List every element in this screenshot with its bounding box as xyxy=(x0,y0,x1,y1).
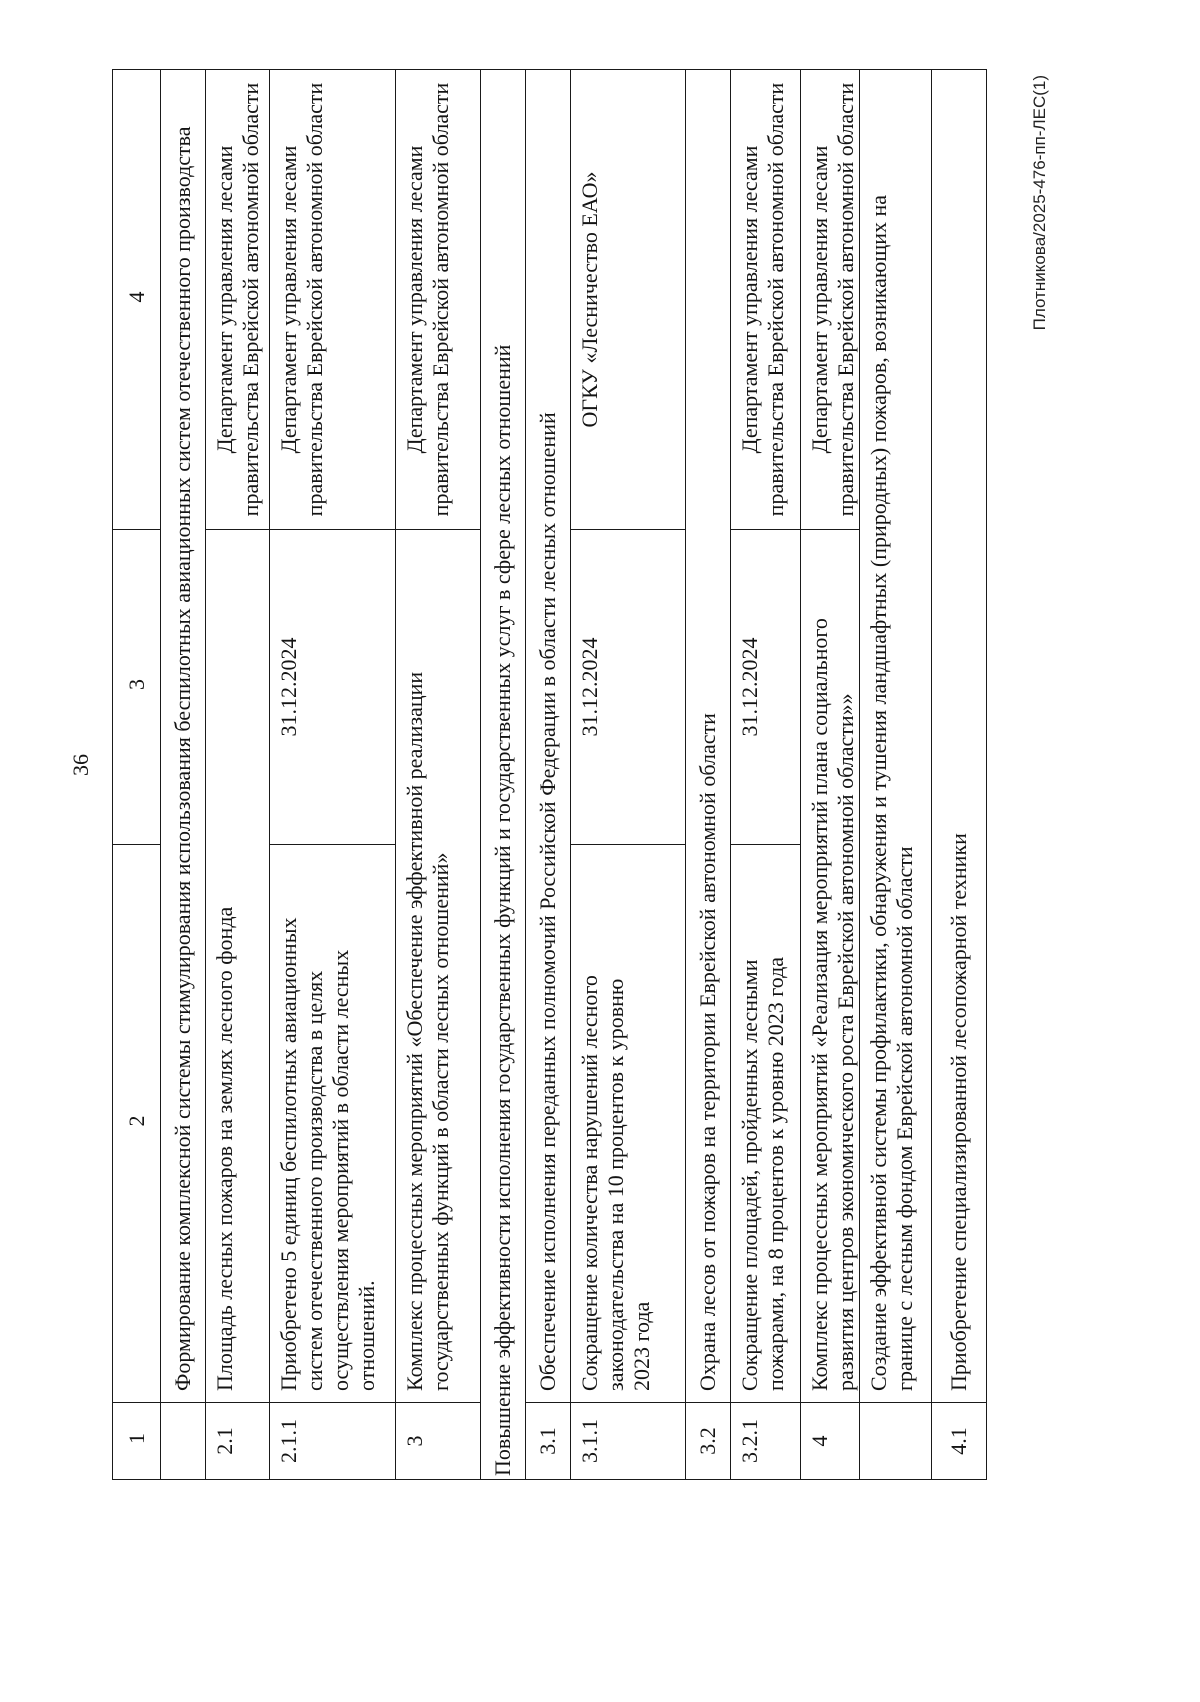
cell-text-line: развития центров экономического роста Еврейской автономной области»» xyxy=(833,693,858,1391)
cell-text-line: Департамент управления лесами xyxy=(276,145,301,454)
cell-responsible xyxy=(571,70,686,530)
cell-number: 3.2 xyxy=(686,1403,731,1480)
cell-number: 2.1 xyxy=(206,1403,270,1480)
header-cell-deadline: 3 xyxy=(113,530,161,845)
cell-text-line: границе с лесным фондом Еврейской автономной области xyxy=(892,846,917,1391)
cell-text-line: Повышение эффективности исполнения государственных функций и государственных услуг в сфере лесных отношений xyxy=(490,344,515,1476)
cell-number: 4.1 xyxy=(932,1403,987,1480)
cell-responsible xyxy=(206,70,270,530)
cell-text-line: правительства Еврейской автономной области xyxy=(238,82,263,517)
cell-text-line: Департамент управления лесами xyxy=(807,145,832,454)
cell-text-line: Департамент управления лесами xyxy=(737,145,762,454)
cell-name xyxy=(686,70,731,1403)
cell-text-line: правительства Еврейской автономной области xyxy=(302,82,327,517)
cell-text-line: 2023 года xyxy=(629,1301,654,1391)
document-code: Плотникова/2025-476-пп-ЛЕС(1) xyxy=(1030,75,1049,331)
cell-text-line: Департамент управления лесами xyxy=(402,145,427,454)
header-cell-responsible: 4 xyxy=(113,70,161,530)
cell-responsible xyxy=(801,70,860,530)
cell-text-line: Создание эффективной системы профилактики, обнаружения и тушения ландшафтных (природных) пожаров, возникающих на xyxy=(866,194,891,1391)
cell-name xyxy=(481,70,526,1480)
cell-text-line: Комплекс процессных мероприятий «Обеспечение эффективной реализации xyxy=(402,671,427,1391)
table-row xyxy=(686,70,731,1480)
cell-text-line: Комплекс процессных мероприятий «Реализация мероприятий плана социального xyxy=(807,618,832,1391)
cell-text-line: Сокращение площадей, пройденных лесными xyxy=(737,959,762,1391)
section-row xyxy=(161,70,206,1480)
header-cell-name: 2 xyxy=(113,845,161,1403)
cell-text-line: пожарами, на 8 процентов к уровню 2023 года xyxy=(763,956,788,1391)
cell-deadline: 31.12.2024 xyxy=(270,530,396,845)
header-cell-number: 1 xyxy=(113,1403,161,1480)
activities-table xyxy=(112,69,987,1480)
cell-name xyxy=(731,845,801,1403)
cell-text-line: Приобретено 5 единиц беспилотных авиационных xyxy=(276,917,301,1391)
cell-text-line: Формирование комплексной системы стимулирования использования беспилотных авиационных систем отечественного производства xyxy=(170,126,195,1391)
section-row xyxy=(481,70,526,1480)
table-header-row xyxy=(113,70,161,1480)
page-number: 36 xyxy=(68,754,93,776)
cell-text-line: систем отечественного производства в целях xyxy=(302,970,327,1391)
cell-deadline: 31.12.2024 xyxy=(731,530,801,845)
table-row xyxy=(526,70,571,1480)
cell-responsible xyxy=(270,70,396,530)
cell-name xyxy=(270,845,396,1403)
cell-text-line: отношений. xyxy=(354,1280,379,1391)
cell-responsible xyxy=(396,70,481,530)
table-row xyxy=(731,70,801,1480)
table-row xyxy=(801,70,860,1480)
cell-text-line: ОГКУ «Лесничество ЕАО» xyxy=(577,171,602,428)
cell-name xyxy=(161,70,206,1403)
cell-name xyxy=(396,530,481,1403)
cell-name xyxy=(571,845,686,1403)
cell-name xyxy=(526,70,571,1403)
table-row xyxy=(932,70,987,1480)
section-row xyxy=(860,70,932,1480)
cell-name xyxy=(206,530,270,1403)
cell-text-line: Департамент управления лесами xyxy=(212,145,237,454)
cell-deadline: 31.12.2024 xyxy=(571,530,686,845)
table-row xyxy=(270,70,396,1480)
cell-number: 3 xyxy=(396,1403,481,1480)
cell-number: 3.2.1 xyxy=(731,1403,801,1480)
cell-text-line: правительства Еврейской автономной области xyxy=(763,82,788,517)
cell-name xyxy=(860,70,932,1403)
cell-number: 3.1.1 xyxy=(571,1403,686,1480)
cell-name xyxy=(801,530,860,1403)
cell-text-line: осуществления мероприятий в области лесных xyxy=(328,949,353,1391)
cell-responsible xyxy=(731,70,801,530)
cell-number: 4 xyxy=(801,1403,860,1480)
table-row xyxy=(206,70,270,1480)
cell-text-line: государственных функций в области лесных отношений» xyxy=(428,852,453,1391)
cell-text-line: Охрана лесов от пожаров на территории Еврейской автономной области xyxy=(695,713,720,1391)
cell-text-line: Площадь лесных пожаров на землях лесного фонда xyxy=(212,906,237,1391)
cell-name xyxy=(932,70,987,1403)
cell-number: 3.1 xyxy=(526,1403,571,1480)
cell-text-line: правительства Еврейской автономной области xyxy=(833,82,858,517)
cell-text-line: правительства Еврейской автономной области xyxy=(428,82,453,517)
table-row xyxy=(396,70,481,1480)
cell-number-empty xyxy=(860,1403,932,1480)
cell-text-line: законодательства на 10 процентов к уровню xyxy=(603,978,628,1391)
cell-text-line: Приобретение специализированной лесопожарной техники xyxy=(946,833,971,1391)
table-row xyxy=(571,70,686,1480)
cell-number: 2.1.1 xyxy=(270,1403,396,1480)
cell-text-line: Обеспечение исполнения переданных полномочий Российской Федерации в области лесных отношений xyxy=(535,412,560,1391)
cell-text-line: Сокращение количества нарушений лесного xyxy=(577,975,602,1391)
cell-number-empty xyxy=(161,1403,206,1480)
